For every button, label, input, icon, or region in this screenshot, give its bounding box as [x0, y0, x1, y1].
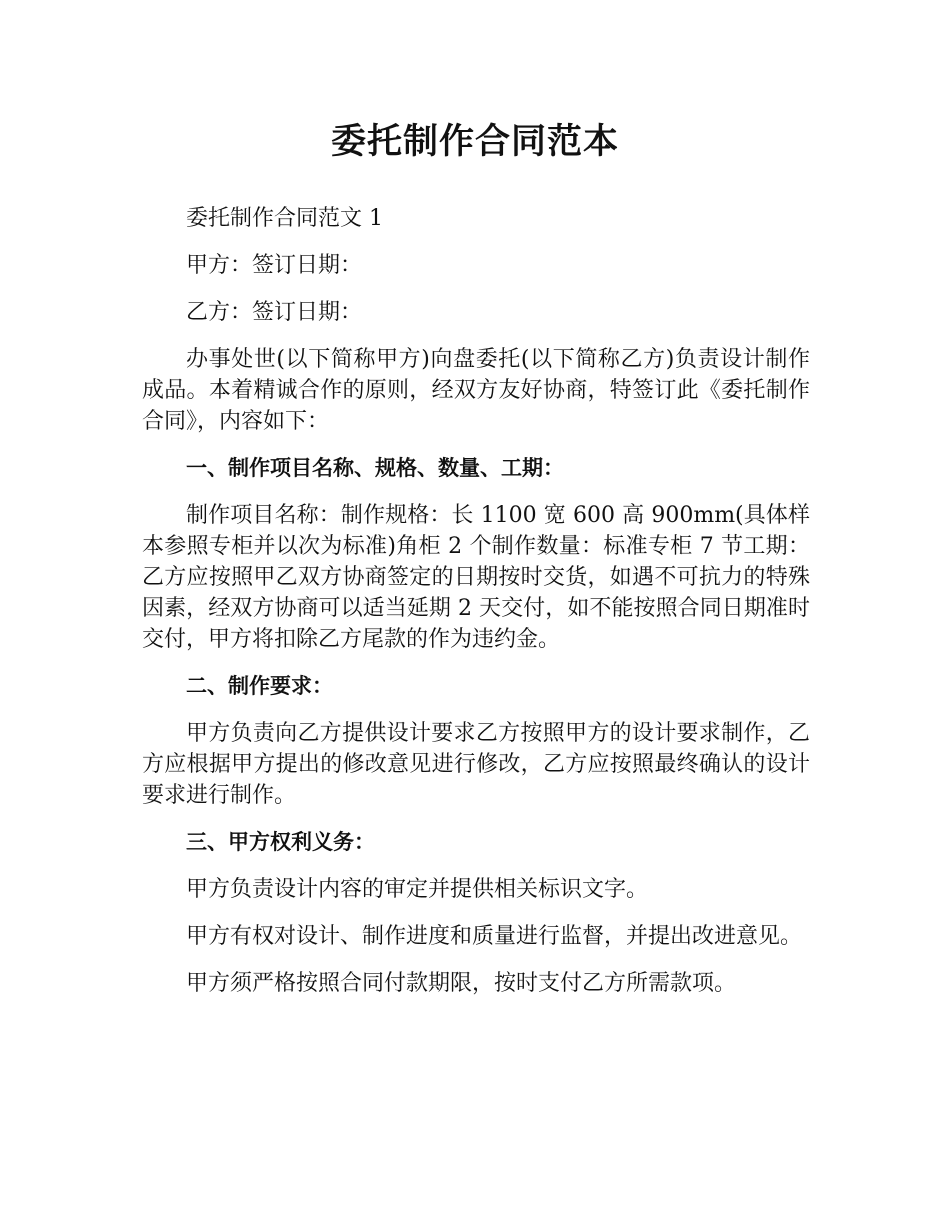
- document-body: [142, 203, 810, 1015]
- section3-item: 甲方须严格按照合同付款期限，按时支付乙方所需款项。: [186, 971, 737, 996]
- document-subtitle: 委托制作合同范文 1: [186, 206, 383, 231]
- section2-paragraph: 甲方负责向乙方提供设计要求乙方按照甲方的设计要求制作，乙方应根据甲方提出的修改意见进行修改，乙方应按照最终确认的设计要求进行制作。: [142, 721, 810, 808]
- intro-paragraph: 办事处世(以下简称甲方)向盘委托(以下简称乙方)负责设计制作成品。本着精诚合作的原则，经双方友好协商，特签订此《委托制作合同》，内容如下：: [142, 347, 810, 434]
- section3-item: 甲方有权对设计、制作进度和质量进行监督，并提出改进意见。: [186, 924, 803, 949]
- party-a-line: 甲方：签订日期：: [186, 253, 363, 278]
- document-title: 委托制作合同范本: [330, 122, 619, 162]
- section1-heading: 一、制作项目名称、规格、数量、工期：: [186, 456, 564, 480]
- section1-paragraph: 制作项目名称：制作规格：长 1100 宽 600 高 900mm(具体样本参照专柜并以次为标准)角柜 2 个制作数量：标准专柜 7 节工期：乙方应按照甲乙双方协商签定的日期按时交货，如遇不可抗力的特殊因素，经双方协商可以适当延期 2 天交付，如不能按照合同日期准时交付，甲方将扣除乙方尾款的作为违约金。: [142, 503, 810, 652]
- section2-heading: 二、制作要求：: [186, 674, 333, 698]
- party-b-line: 乙方：签订日期：: [186, 300, 363, 325]
- section3-item: 甲方负责设计内容的审定并提供相关标识文字。: [186, 877, 649, 902]
- section3-heading: 三、甲方权利义务：: [186, 830, 375, 854]
